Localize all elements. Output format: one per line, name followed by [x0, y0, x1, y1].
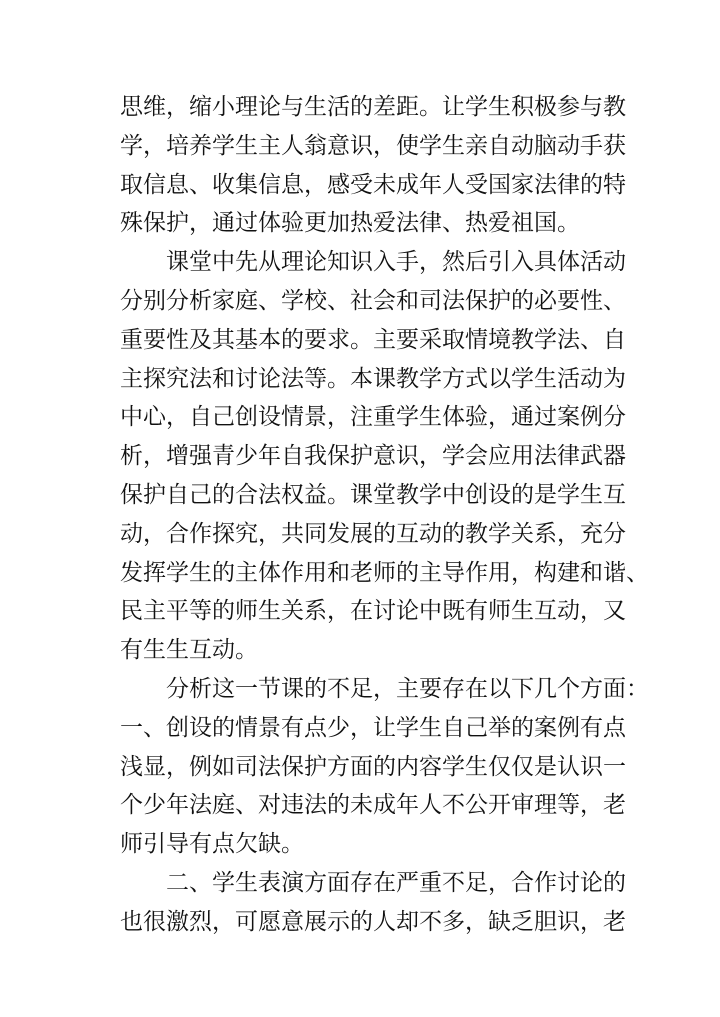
text-line: 保护自己的合法权益。课堂教学中创设的是学生互 [120, 481, 626, 508]
text-line: 主探究法和讨论法等。本课教学方式以学生活动为 [120, 365, 626, 392]
text-line: 学，培养学生主人翁意识，使学生亲自动脑动手获 [120, 132, 626, 159]
text-line: 取信息、收集信息，感受未成年人受国家法律的特 [120, 171, 626, 198]
text-line: 二、学生表演方面存在严重不足，合作讨论的 [166, 869, 626, 896]
document-body [120, 88, 649, 942]
text-line: 也很激烈，可愿意展示的人却不多，缺乏胆识，老 [120, 908, 626, 935]
text-line: 思维，缩小理论与生活的差距。让学生积极参与教 [120, 94, 626, 120]
text-line: 发挥学生的主体作用和老师的主导作用，构建和谐、 [120, 559, 649, 586]
text-line: 浅显，例如司法保护方面的内容学生仅仅是认识一 [120, 753, 626, 780]
paragraph-3 [120, 670, 649, 864]
text-line: 个少年法庭、对违法的未成年人不公开审理等，老 [120, 792, 626, 819]
text-line: 民主平等的师生关系，在讨论中既有师生互动，又 [120, 598, 626, 625]
text-line: 有生生互动。 [120, 637, 258, 664]
text-line: 殊保护，通过体验更加热爱法律、热爱祖国。 [120, 210, 580, 237]
text-line: 重要性及其基本的要求。主要采取情境教学法、自 [120, 326, 626, 353]
text-line: 师引导有点欠缺。 [120, 831, 304, 858]
text-line: 分析这一节课的不足，主要存在以下几个方面： [166, 675, 649, 702]
text-line: 分别分析家庭、学校、社会和司法保护的必要性、 [120, 287, 626, 314]
text-line: 一、创设的情景有点少，让学生自己举的案例有点 [120, 714, 626, 741]
paragraph-2 [120, 243, 649, 670]
text-line: 析，增强青少年自我保护意识，学会应用法律武器 [120, 443, 626, 470]
text-line: 中心，自己创设情景，注重学生体验，通过案例分 [120, 404, 626, 431]
paragraph-1 [120, 88, 626, 243]
text-line: 动，合作探究，共同发展的互动的教学关系，充分 [120, 520, 626, 547]
text-line: 课堂中先从理论知识入手，然后引入具体活动 [166, 249, 626, 276]
paragraph-4 [120, 864, 626, 942]
